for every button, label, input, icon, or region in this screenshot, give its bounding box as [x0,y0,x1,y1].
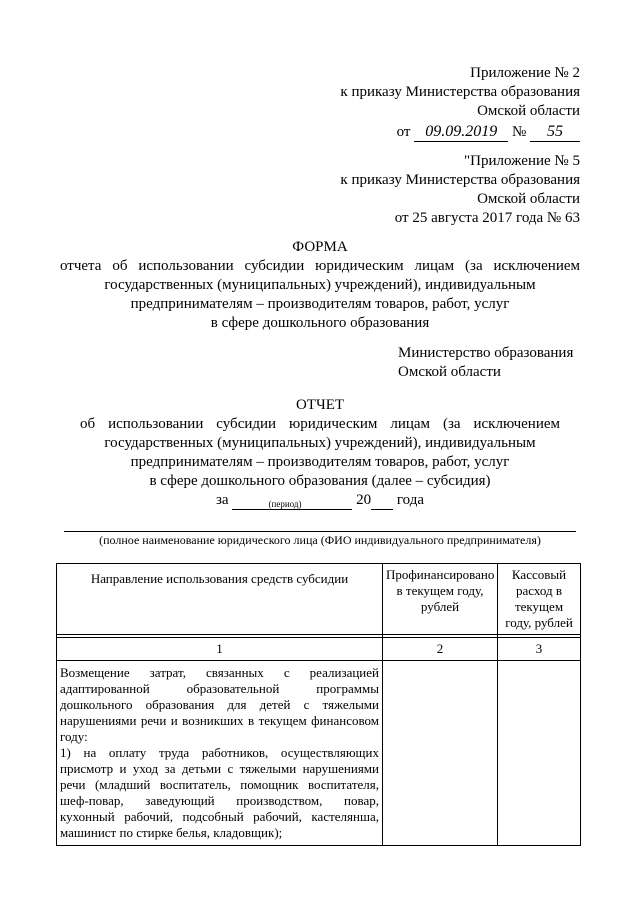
form-block [60,238,580,333]
report-period-line [80,491,560,510]
header-direction: Направление использования средств субсидии [57,564,383,635]
appendix2-date-line [300,122,580,142]
form-line1: отчета об использовании субсидии юридическим лицам (за исключением [60,258,580,274]
column-number-1: 1 [57,638,383,661]
table-number-row [57,638,581,661]
appendix5-line3: Омской области [477,191,580,207]
appendix2-line1: Приложение № 2 [470,65,580,81]
entity-name-field[interactable] [64,530,576,532]
year-field[interactable] [371,493,393,510]
column-number-2: 2 [383,638,498,661]
appendix5-block [300,152,580,228]
cash-expense-cell[interactable] [498,661,581,846]
appendix2-date: 09.09.2019 [414,122,508,142]
form-line3: предпринимателям – производителям товаров, работ, услуг [130,296,510,312]
form-line4: в сфере дошкольного образования [210,315,430,331]
report-line4: в сфере дошкольного образования (далее – субсидия) [149,473,491,489]
report-year-word: года [396,492,424,508]
financed-cell[interactable] [383,661,498,846]
direction-cell [57,661,383,846]
table-header-row [57,564,581,635]
column-number-3: 3 [498,638,581,661]
appendix2-line3: Омской области [477,103,580,119]
appendix5-line1: "Приложение № 5 [464,153,580,169]
appendix2-number-sign: № [511,124,527,140]
report-line1: об использовании субсидии юридическим лицам (за исключением [80,416,560,432]
ministry-block [398,344,598,382]
direction-paragraph-2: 1) на оплату труда работников, осуществляющих присмотр и уход за детьми с тяжелыми нарушениями речи (младший воспитатель, помощник воспитателя, шеф-повар, заведующий производством, повар, кухонный рабочий, подсобный рабочий, кастелянша, машинист по стирке белья, кладовщик); [60,745,379,840]
subsidy-table [56,563,581,846]
period-caption: (период) [268,499,302,509]
appendix2-line2: к приказу Министерства образования [340,84,580,100]
appendix2-number: 55 [530,122,580,142]
ministry-line1: Министерство образования [398,345,574,361]
report-title: ОТЧЕТ [295,397,345,413]
appendix2-block [300,64,580,142]
header-financed: Профинансировано в текущем году, рублей [383,564,498,635]
appendix5-line2: к приказу Министерства образования [340,172,580,188]
entity-caption: (полное наименование юридического лица (ФИО индивидуального предпринимателя) [99,533,541,547]
direction-paragraph-1: Возмещение затрат, связанных с реализацией адаптированной образовательной программы дошкольного образования для детей с тяжелыми нарушениями речи и возникших в текущем финансовом году: [60,665,379,744]
report-line3: предпринимателям – производителям товаров, работ, услуг [130,454,510,470]
ministry-line2: Омской области [398,364,501,380]
report-block [80,396,560,510]
appendix2-from-word: от [396,124,411,140]
report-for-word: за [216,492,229,508]
form-title: ФОРМА [292,239,348,255]
header-cash-expense: Кассовый расход в текущем году, рублей [498,564,581,635]
form-line2: государственных (муниципальных) учреждений), индивидуальным [104,277,536,293]
table-row [57,661,581,846]
appendix5-line4: от 25 августа 2017 года № 63 [394,210,580,226]
report-line2: государственных (муниципальных) учреждений), индивидуальным [104,435,536,451]
report-year-prefix: 20 [356,492,372,508]
